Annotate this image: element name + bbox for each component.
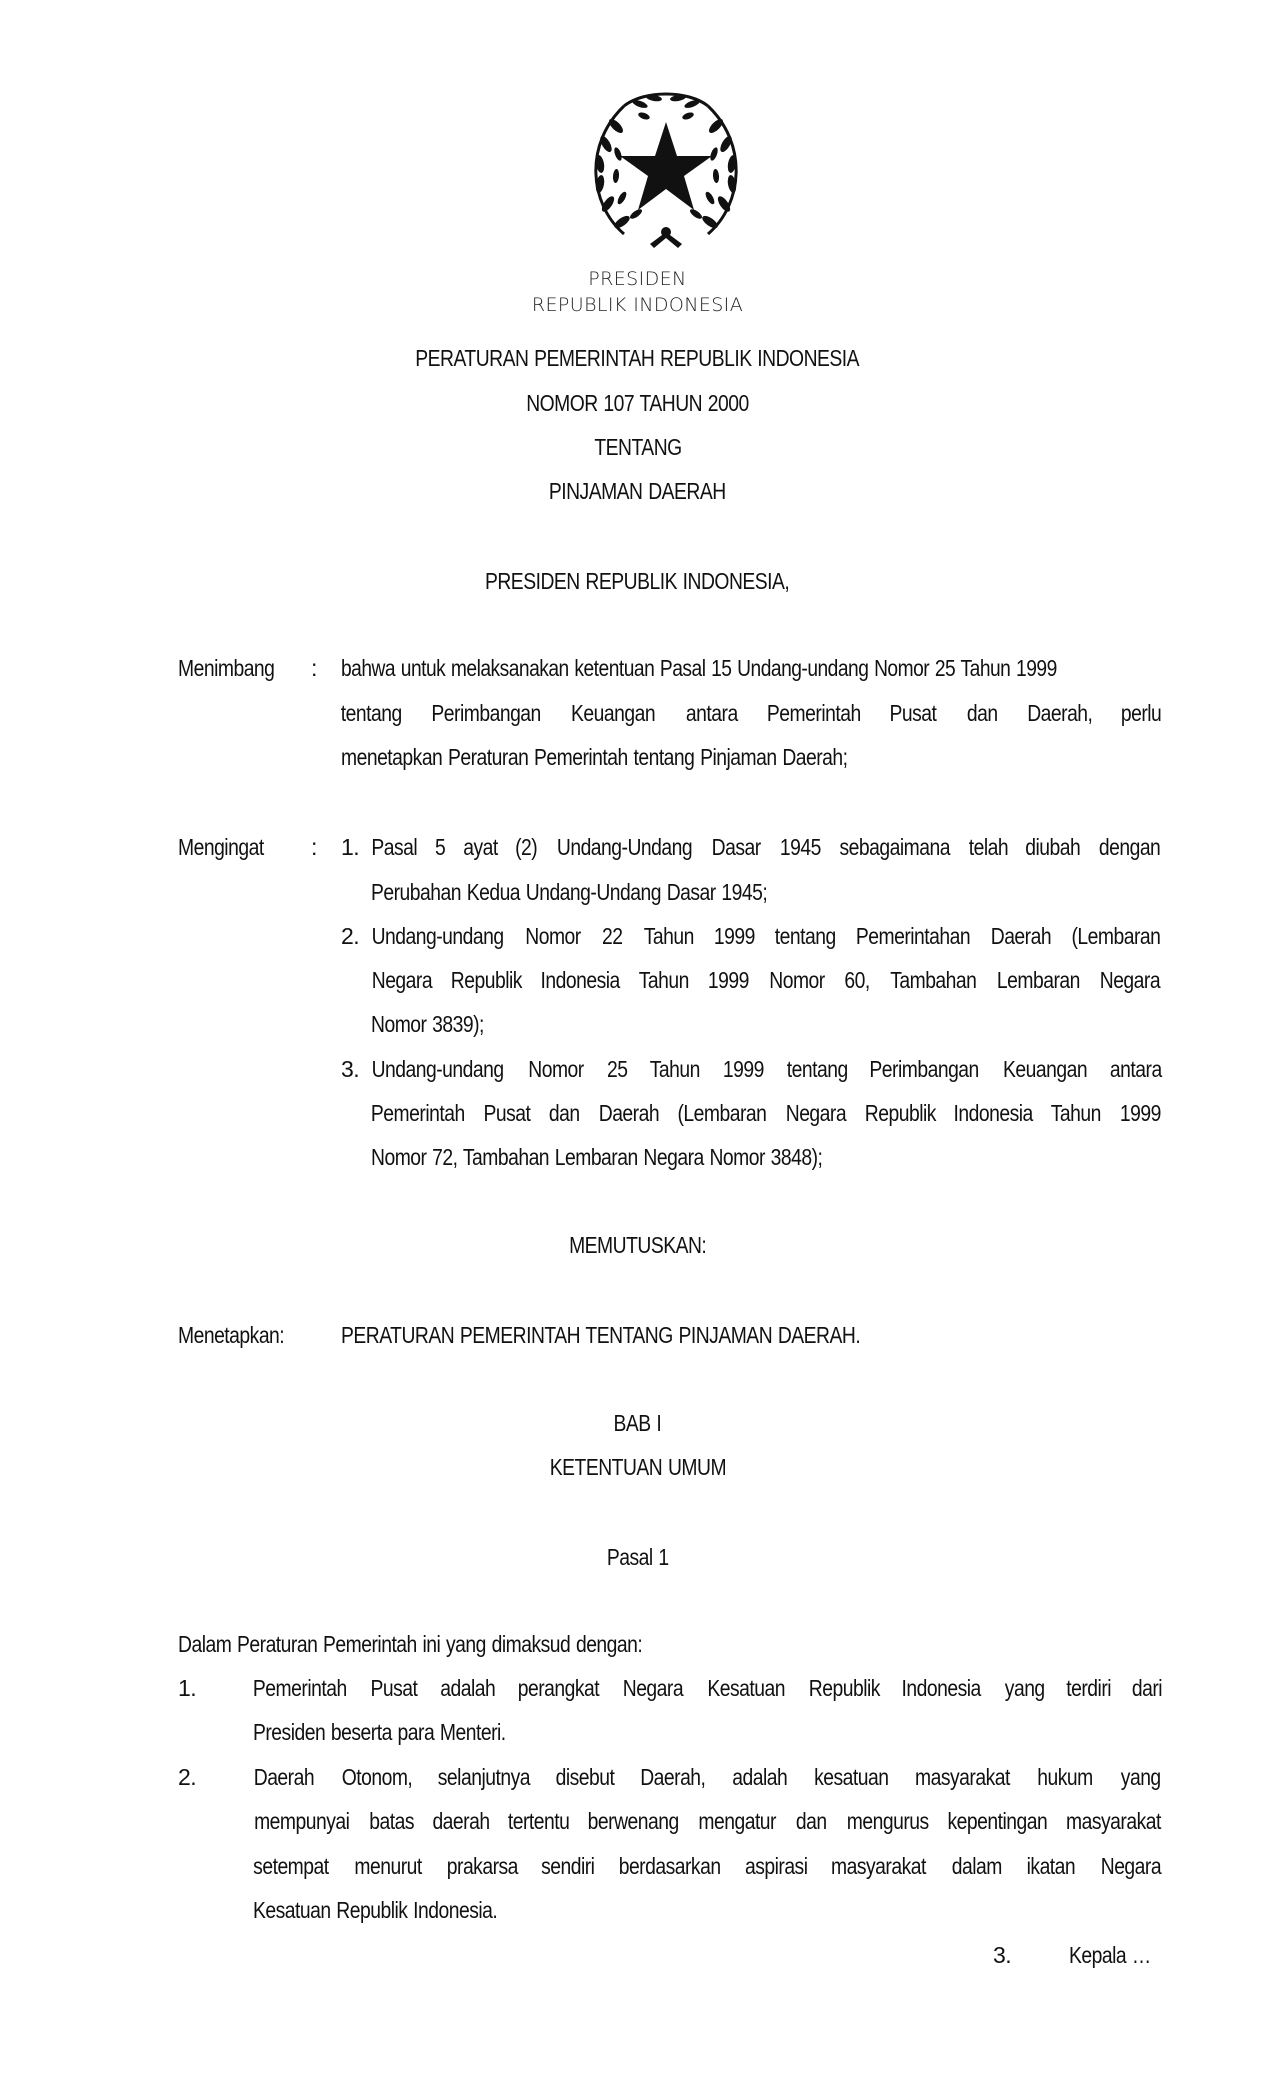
bab-title: KETENTUAN UMUM	[549, 1454, 726, 1480]
title-line2: NOMOR 107 TAHUN 2000	[526, 390, 749, 416]
menimbang-label: Menimbang	[178, 655, 275, 681]
menimbang-colon: :	[311, 655, 317, 681]
mengingat-item-2-line-2: Negara Republik Indonesia Tahun 1999 Nomor 60, Tambahan Lembaran Negara	[371, 967, 1161, 993]
mengingat-item-2-num: 2.	[341, 923, 359, 949]
title-line1: PERATURAN PEMERINTAH REPUBLIK INDONESIA	[415, 345, 860, 371]
menimbang-line-3: menetapkan Peraturan Pemerintah tentang Pinjaman Daerah;	[341, 744, 848, 770]
title-line4: PINJAMAN DAERAH	[549, 478, 726, 504]
title-line3: TENTANG	[593, 434, 682, 460]
pasal-item-2-line-3: setempat menurut prakarsa sendiri berdasarkan aspirasi masyarakat dalam ikatan Negara	[252, 1853, 1161, 1879]
pasal-item-2-line-1: Daerah Otonom, selanjutnya disebut Daerah, adalah kesatuan masyarakat hukum yang	[253, 1764, 1161, 1790]
letterhead-line2: REPUBLIK INDONESIA	[531, 294, 744, 316]
menetapkan-text: PERATURAN PEMERINTAH TENTANG PINJAMAN DAERAH.	[341, 1322, 861, 1348]
mengingat-colon: :	[311, 834, 317, 860]
mengingat-item-3-line-3: Nomor 72, Tambahan Lembaran Negara Nomor 3848);	[371, 1144, 823, 1170]
pasal-item-1-line-1: Pemerintah Pusat adalah perangkat Negara Kesatuan Republik Indonesia yang terdiri dari	[252, 1675, 1162, 1701]
mengingat-item-3-line-1: Undang-undang Nomor 25 Tahun 1999 tentang Perimbangan Keuangan antara	[371, 1056, 1162, 1082]
pasal-item-2-line-2: mempunyai batas daerah tertentu berwenang mengatur dan mengurus kepentingan masyarakat	[253, 1808, 1161, 1834]
mengingat-label: Mengingat	[178, 834, 264, 860]
mengingat-item-1-num: 1.	[341, 834, 359, 860]
bab-number: BAB I	[613, 1410, 662, 1436]
continuation-num: 3.	[993, 1942, 1011, 1968]
menimbang-line-1: bahwa untuk melaksanakan ketentuan Pasal 15 Undang-undang Nomor 25 Tahun 1999	[341, 655, 1057, 681]
mengingat-item-2-line-1: Undang-undang Nomor 22 Tahun 1999 tentang Pemerintahan Daerah (Lembaran	[371, 923, 1161, 949]
pasal-title: Pasal 1	[606, 1544, 669, 1570]
continuation-text: Kepala …	[1069, 1942, 1151, 1968]
issuer-heading: PRESIDEN REPUBLIK INDONESIA,	[485, 568, 790, 594]
presidential-emblem-icon	[584, 84, 748, 252]
pasal-item-2-num: 2.	[178, 1764, 196, 1790]
mengingat-item-3-line-2: Pemerintah Pusat dan Daerah (Lembaran Negara Republik Indonesia Tahun 1999	[370, 1100, 1161, 1126]
pasal-item-2-line-4: Kesatuan Republik Indonesia.	[253, 1897, 498, 1923]
menetapkan-label: Menetapkan:	[178, 1322, 285, 1348]
mengingat-item-1-line-1: Pasal 5 ayat (2) Undang-Undang Dasar 1945 sebagaimana telah diubah dengan	[370, 834, 1161, 860]
pasal-item-1-num: 1.	[178, 1675, 196, 1701]
mengingat-item-1-line-2: Perubahan Kedua Undang-Undang Dasar 1945;	[371, 879, 768, 905]
menimbang-line-2: tentang Perimbangan Keuangan antara Pemerintah Pusat dan Daerah, perlu	[340, 700, 1162, 726]
letterhead-line1: PRESIDEN	[588, 268, 687, 290]
mengingat-item-2-line-3: Nomor 3839);	[371, 1011, 484, 1037]
pasal-intro: Dalam Peraturan Pemerintah ini yang dimaksud dengan:	[178, 1631, 643, 1657]
mengingat-item-3-num: 3.	[341, 1056, 359, 1082]
memutuskan-heading: MEMUTUSKAN:	[568, 1232, 707, 1258]
pasal-item-1-line-2: Presiden beserta para Menteri.	[253, 1719, 506, 1745]
